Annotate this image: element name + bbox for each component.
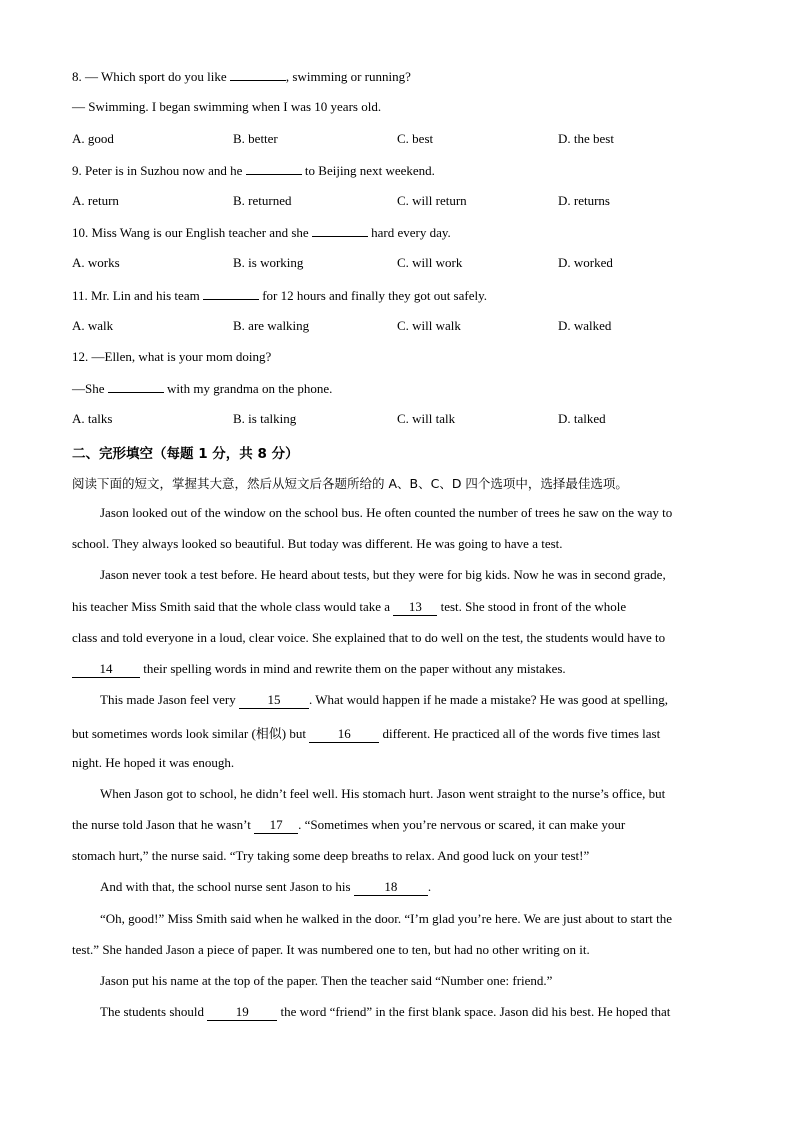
option-a: A. good xyxy=(72,131,114,146)
question-11-stem: 11. Mr. Lin and his team for 12 hours and finally they got out safely. xyxy=(72,288,488,303)
question-9-stem: 9. Peter is in Suzhou now and he to Beijing next weekend. xyxy=(72,163,435,178)
passage-line: night. He hoped it was enough. xyxy=(72,755,235,770)
option-d: D. worked xyxy=(558,255,613,270)
answer-blank xyxy=(203,287,259,300)
cloze-blank-18: 18 xyxy=(354,879,428,896)
passage-line: his teacher Miss Smith said that the whole class would take a 13 test. She stood in front of the whole xyxy=(72,599,627,614)
option-a: A. talks xyxy=(72,411,113,426)
passage-line: stomach hurt,” the nurse said. “Try taking some deep breaths to relax. And good luck on your test!” xyxy=(72,848,590,863)
passage-line: school. They always looked so beautiful. But today was different. He was going to have a test. xyxy=(72,536,563,551)
option-a: A. walk xyxy=(72,318,114,333)
passage-line: Jason never took a test before. He heard about tests, but they were for big kids. Now he was in second grade, xyxy=(100,567,666,582)
passage-line: “Oh, good!” Miss Smith said when he walked in the door. “I’m glad you’re here. We are just about to start the xyxy=(100,911,673,926)
option-c: C. will walk xyxy=(397,318,461,333)
passage-line: The students should 19 the word “friend” in the first blank space. Jason did his best. He hoped that xyxy=(100,1004,671,1019)
option-d: D. the best xyxy=(558,131,614,146)
option-d: D. returns xyxy=(558,193,610,208)
passage-line: And with that, the school nurse sent Jason to his 18 . xyxy=(100,879,432,894)
cloze-blank-15: 15 xyxy=(239,692,309,709)
cloze-blank-17: 17 xyxy=(254,817,298,834)
passage-line: Jason put his name at the top of the paper. Then the teacher said “Number one: friend.” xyxy=(100,973,553,988)
question-8-stem: 8. — Which sport do you like , swimming or running? xyxy=(72,69,411,84)
option-c: C. will return xyxy=(397,193,467,208)
passage-line: the nurse told Jason that he wasn’t 17 . “Sometimes when you’re nervous or scared, it can make your xyxy=(72,817,626,832)
option-d: D. talked xyxy=(558,411,606,426)
option-c: C. will talk xyxy=(397,411,456,426)
answer-blank xyxy=(230,68,286,81)
cloze-blank-13: 13 xyxy=(393,599,437,616)
cloze-blank-14: 14 xyxy=(72,661,140,678)
section-instruction: 阅读下面的短文，掌握其大意，然后从短文后各题所给的 A、B、C、D 四个选项中，选择最佳选项。 xyxy=(72,476,628,491)
passage-line: 14 their spelling words in mind and rewrite them on the paper without any mistakes. xyxy=(72,661,566,678)
option-b: B. is working xyxy=(233,255,304,270)
option-b: B. is talking xyxy=(233,411,297,426)
option-a: A. return xyxy=(72,193,119,208)
section-heading: 二、完形填空（每题 1 分，共 8 分） xyxy=(72,446,299,462)
option-d: D. walked xyxy=(558,318,612,333)
answer-blank xyxy=(108,380,164,393)
question-12-reply: —She with my grandma on the phone. xyxy=(72,381,333,396)
cloze-blank-16: 16 xyxy=(309,726,379,743)
cloze-blank-19: 19 xyxy=(207,1004,277,1021)
passage-line: class and told everyone in a loud, clear voice. She explained that to do well on the test, the students would have to xyxy=(72,630,666,645)
option-b: B. are walking xyxy=(233,318,310,333)
question-12-stem: 12. —Ellen, what is your mom doing? xyxy=(72,349,272,364)
passage-line: test.” She handed Jason a piece of paper. It was numbered one to ten, but had no other writing on it. xyxy=(72,942,590,957)
question-10-stem: 10. Miss Wang is our English teacher and she hard every day. xyxy=(72,225,451,240)
passage-line: Jason looked out of the window on the school bus. He often counted the number of trees he saw on the way to xyxy=(100,505,673,520)
answer-blank xyxy=(246,162,302,175)
option-b: B. better xyxy=(233,131,278,146)
option-b: B. returned xyxy=(233,193,292,208)
passage-line: This made Jason feel very 15 . What would happen if he made a mistake? He was good at spelling, xyxy=(100,692,668,707)
option-c: C. best xyxy=(397,131,434,146)
passage-line: When Jason got to school, he didn’t feel well. His stomach hurt. Jason went straight to the nurse’s office, but xyxy=(100,786,666,801)
question-8-reply: — Swimming. I began swimming when I was 10 years old. xyxy=(72,99,382,114)
answer-blank xyxy=(312,224,368,237)
passage-line: but sometimes words look similar (相似) but 16 different. He practiced all of the words five times last xyxy=(72,726,661,741)
option-c: C. will work xyxy=(397,255,463,270)
option-a: A. works xyxy=(72,255,120,270)
